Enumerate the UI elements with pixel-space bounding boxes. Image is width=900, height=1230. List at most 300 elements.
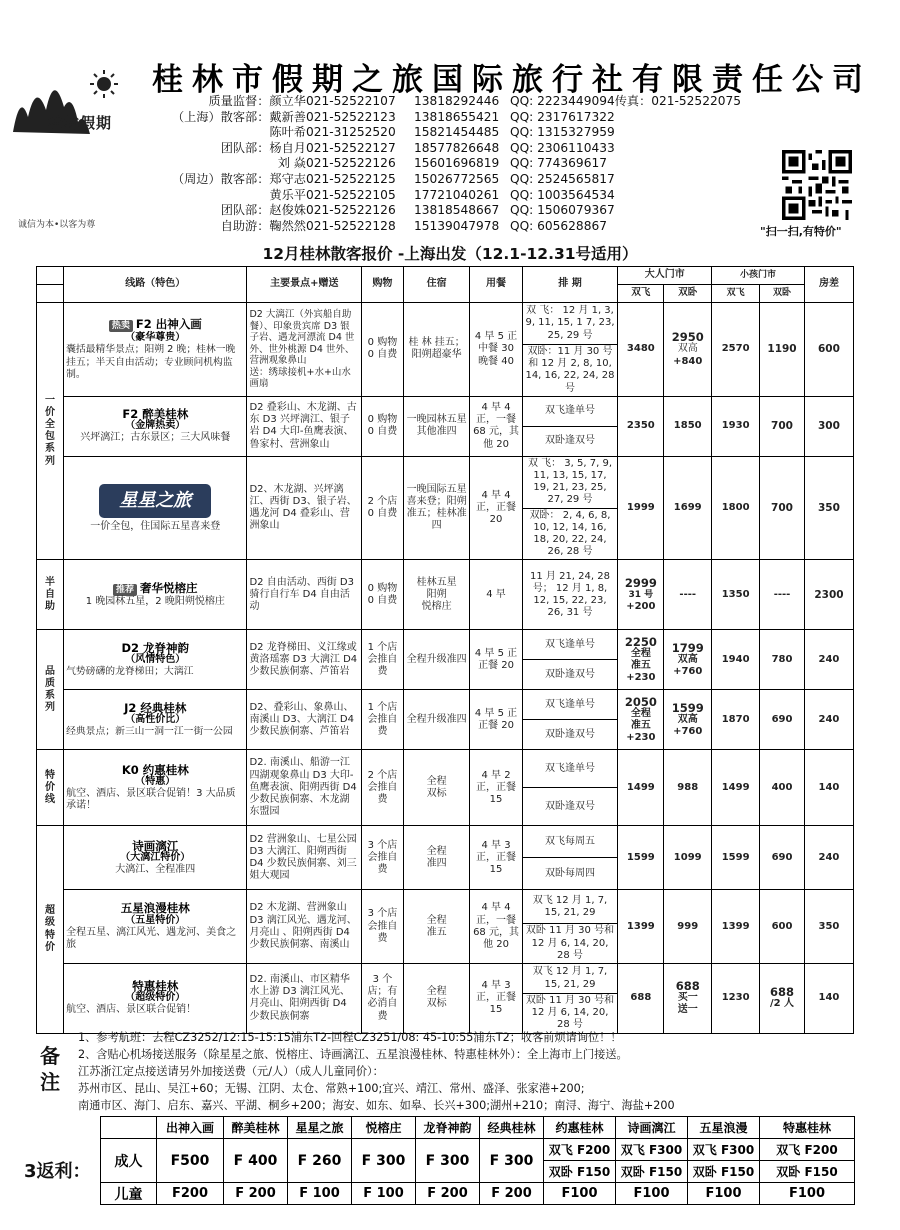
rebate-label: 3返利： (24, 1161, 91, 1182)
rebate-value: 双卧 F150 (760, 1161, 855, 1183)
contact-row (150, 110, 790, 126)
category-semi-self: 半 自 助 (37, 560, 64, 630)
adult-sleeper-price: ---- (664, 560, 712, 630)
adult-sleeper-price (664, 964, 712, 1034)
route-description: 大漓江、全程准四 (115, 864, 196, 876)
col-schedule: 排 期 (522, 267, 618, 303)
room-diff-price: 600 (804, 303, 853, 397)
rebate-value: 双卧 F150 (544, 1161, 616, 1183)
room-diff-price: 300 (804, 396, 853, 456)
contact-phone: 021-52522105 (306, 187, 396, 202)
hot-badge: 热卖 (109, 320, 133, 332)
adult-fly-price: 1399 (618, 890, 664, 964)
contact-mobile: 18577826648 (414, 140, 500, 155)
child-fly-price: 1870 (712, 690, 760, 750)
child-sleeper-price: 690 (760, 826, 805, 890)
schedule-cell: 双卧逢双号 (522, 426, 618, 456)
route-cell[interactable] (64, 964, 247, 1034)
room-diff-price: 2300 (804, 560, 853, 630)
table-header (37, 267, 854, 285)
stay-cell: 全程 双标 (403, 750, 470, 826)
route-subtitle: （金牌热卖） (125, 420, 186, 432)
contact-row (150, 141, 790, 157)
route-name: 奢华悦榕庄 (140, 580, 198, 595)
contact-qq: QQ: 1506079367 (510, 203, 615, 218)
adult-sleeper-price: 1099 (664, 826, 712, 890)
rebate-header: 特惠桂林 (760, 1117, 855, 1139)
contact-qq: QQ: 605628867 (510, 218, 607, 233)
route-name: J2 经典桂林 (124, 700, 187, 715)
schedule-cell: 双飞逢单号 (522, 690, 618, 720)
gift-text: 送：绣球接机+水+山水画扇 (249, 366, 351, 389)
route-subtitle: （特惠） (135, 775, 176, 787)
contact-phone: 021-52522126 (306, 156, 396, 171)
child-sleeper-price: 690 (760, 690, 805, 750)
col-sights: 主要景点+赠送 (247, 267, 362, 303)
rebate-table (100, 1116, 855, 1205)
schedule-cell: 双飞每周五 (522, 826, 618, 858)
stay-cell: 全程 准四 (403, 826, 470, 890)
slogan: 诚信为本•以客为尊 (18, 220, 96, 230)
price-extra: +200 (626, 601, 656, 613)
meal-cell: 4 早 5 正中餐 30 晚餐 40 (470, 303, 522, 397)
sights-cell: D2 木龙湖、营洲象山 D3 漓江风光、遇龙河、月亮山 、阳朔西街 D4 少数民族侗寨、南溪山 (247, 890, 362, 964)
shop-cell: 1 个店 会推自费 (362, 630, 404, 690)
category-quality: 品 质 系 列 (37, 630, 64, 750)
adult-fly-price (618, 630, 664, 690)
rebate-header: 诗画漓江 (616, 1117, 688, 1139)
adult-sleeper-price: 1850 (664, 396, 712, 456)
adult-fly-price: 1999 (618, 456, 664, 560)
rebate-adult-label: 成人 (101, 1139, 157, 1183)
stay-cell: 全程 双标 (403, 964, 470, 1034)
child-fly-price: 1399 (712, 890, 760, 964)
stay-cell: 一晚国际五星喜来登；阳朔准五；桂林准四 (403, 456, 470, 560)
adult-sleeper-price (664, 630, 712, 690)
price-note: 31 号 (628, 589, 654, 600)
contact-list (150, 94, 790, 234)
route-cell[interactable] (64, 396, 247, 456)
price-extra: +840 (673, 355, 703, 367)
contact-qq: QQ: 2524565817 (510, 171, 615, 186)
room-diff-price: 140 (804, 964, 853, 1034)
meal-cell: 4 早 3 正，正餐 15 (470, 826, 522, 890)
col-meal: 用餐 (470, 267, 522, 303)
route-cell[interactable] (64, 560, 247, 630)
price-note: 双高 (677, 713, 698, 725)
child-fly-price: 1940 (712, 630, 760, 690)
contact-mobile: 15139047978 (414, 218, 500, 233)
col-child-sleeper: 双卧 (760, 285, 805, 303)
col-child-price: 小孩门市 (712, 267, 805, 285)
contact-phone: 021-52522128 (306, 218, 396, 233)
shop-cell: 3 个店；有必消自费 (362, 964, 404, 1034)
note-line: 2、含贴心机场接送服务（除星星之旅、悦榕庄、诗画漓江、五星浪漫桂林、特惠桂林外）：全上海市上门接送。 (78, 1048, 628, 1061)
adult-fly-price: 688 (618, 964, 664, 1034)
price-extra: +230 (626, 732, 656, 744)
table-row (37, 964, 854, 994)
rebate-value: 双飞 F300 (688, 1139, 760, 1161)
contact-qq: QQ: 1315327959 (510, 125, 615, 140)
contact-row (150, 94, 790, 110)
rebate-value: 双飞 F200 (760, 1139, 855, 1161)
contact-row (150, 172, 790, 188)
child-sleeper-price: 400 (760, 750, 805, 826)
contact-name: （周边）散客部：郑守志 (171, 171, 306, 186)
child-sleeper-price: ---- (760, 560, 805, 630)
route-description: 一价全包，住国际五星喜来登 (90, 520, 221, 532)
route-description: 1 晚园林五星，2 晚阳朔悦榕庄 (85, 595, 225, 607)
rebate-value: F 200 (224, 1183, 288, 1205)
qr-code-icon[interactable] (782, 150, 852, 220)
contact-row (150, 219, 790, 235)
rebate-value: F 400 (224, 1139, 288, 1183)
rebate-value: F100 (688, 1183, 760, 1205)
schedule-cell: 双卧 11 月 30 号和 12 月 6, 14, 20, 28 号 (522, 924, 618, 964)
contact-name: 陈叶希 (269, 125, 306, 140)
recommend-badge: 推荐 (113, 584, 137, 596)
adult-fly-price: 3480 (618, 303, 664, 397)
schedule-cell: 双飞逢单号 (522, 396, 618, 426)
table-row (37, 750, 854, 788)
contact-name: 刘 焱 (277, 156, 306, 171)
contact-phone: 021-52522126 (306, 203, 396, 218)
child-fly-price: 1930 (712, 396, 760, 456)
schedule-cell: 双卧： 2, 4, 6, 8, 10, 12, 14, 16, 18, 20, 22, 24, 26, 28 号 (522, 508, 618, 560)
table-row (37, 826, 854, 858)
price-value: 2250 (624, 634, 657, 649)
shop-cell: 0 购物 0 自费 (362, 396, 404, 456)
sights-text: D2 大漓江（外宾船自助餐）、印象贵宾席 D3 银子岩、遇龙河漂流 D4 世外、世外桃源 D4 世外、营洲观象鼻山 (249, 309, 355, 367)
adult-fly-price (618, 560, 664, 630)
notes-lines (78, 1029, 675, 1114)
col-adult-price: 大人门市 (618, 267, 712, 285)
route-subtitle: （五星特价） (125, 914, 186, 926)
child-sleeper-price (760, 964, 805, 1034)
contact-phone: 021-52522127 (306, 140, 396, 155)
rebate-value: F500 (157, 1139, 224, 1183)
route-name: 诗画漓江 (132, 838, 179, 853)
shop-cell: 3 个店 会推自费 (362, 826, 404, 890)
rebate-header: 龙脊神韵 (416, 1117, 480, 1139)
contact-mobile: 13818548667 (414, 203, 500, 218)
route-name: D2 龙脊神韵 (121, 640, 190, 655)
route-cell[interactable] (64, 456, 247, 560)
schedule-cell: 双 飞： 3, 5, 7, 9, 11, 13, 15, 17, 19, 21, 23, 25, 27, 29 号 (522, 456, 618, 508)
stay-cell: 桂林五星 阳朔 悦榕庄 (403, 560, 470, 630)
child-fly-price: 1800 (712, 456, 760, 560)
col-room-diff: 房差 (804, 267, 853, 303)
shop-cell: 0 购物 0 自费 (362, 303, 404, 397)
route-cell[interactable] (64, 303, 247, 397)
price-note: 准五 (630, 659, 651, 671)
rebate-value: F 200 (416, 1183, 480, 1205)
route-name: F2 醉美桂林 (122, 407, 189, 421)
col-child-fly: 双飞 (712, 285, 760, 303)
child-sleeper-price: 780 (760, 630, 805, 690)
contact-mobile: 15601696819 (414, 156, 500, 171)
child-fly-price: 1350 (712, 560, 760, 630)
meal-cell: 4 早 5 正正餐 20 (470, 690, 522, 750)
route-description: 航空、酒店、景区联合促销！ (66, 1004, 197, 1016)
shop-cell: 3 个店 会推自费 (362, 890, 404, 964)
sights-cell: D2 营洲象山、七星公园 D3 大漓江、阳朔西街 D4 少数民族侗寨、刘三姐大观园 (247, 826, 362, 890)
child-fly-price: 1499 (712, 750, 760, 826)
contact-phone: 021-52522123 (306, 109, 396, 124)
route-cell[interactable] (64, 750, 247, 826)
contact-name: 质量监督：颜立华 (208, 94, 306, 108)
price-note: 双高 (677, 653, 698, 665)
child-sleeper-price: 700 (760, 396, 805, 456)
shop-cell: 2 个店 会推自费 (362, 750, 404, 826)
schedule-cell: 双卧逢双号 (522, 788, 618, 826)
adult-sleeper-price: 1699 (664, 456, 712, 560)
rebate-header-row (101, 1117, 855, 1139)
schedule-cell: 双卧逢双号 (522, 720, 618, 750)
price-note: /2 人 (769, 998, 795, 1010)
col-adult-sleeper: 双卧 (664, 285, 712, 303)
price-value: 1799 (671, 640, 704, 655)
schedule-cell: 双卧：11 月 30 号和 12 月 2, 8, 10, 14, 16, 22, 24, 28 号 (522, 345, 618, 397)
col-shop: 购物 (362, 267, 404, 303)
note-line: 江苏浙江定点接送请另外加接送费（元/人）（成人儿童同价）： (78, 1065, 384, 1078)
col-adult-fly: 双飞 (618, 285, 664, 303)
rebate-value: F 300 (480, 1139, 544, 1183)
price-value: 2050 (624, 694, 657, 709)
sights-cell: D2 龙脊梯田、义江缘或黄洛瑶寨 D3 大漓江 D4 少数民族侗寨、芦笛岩 (247, 630, 362, 690)
qr-caption: "扫一扫,有特价" (760, 225, 842, 238)
room-diff-price: 240 (804, 690, 853, 750)
rebate-header: 五星浪漫 (688, 1117, 760, 1139)
contact-name: （上海）散客部：戴新善 (171, 109, 306, 124)
route-cell[interactable] (64, 890, 247, 964)
rebate-header: 悦榕庄 (352, 1117, 416, 1139)
shop-cell: 1 个店 会推自费 (362, 690, 404, 750)
route-subtitle: （大漓江特价） (120, 851, 191, 863)
room-diff-price: 350 (804, 456, 853, 560)
meal-cell: 4 早 4 正，一餐 68 元，其他 20 (470, 890, 522, 964)
price-table (36, 266, 854, 1034)
contact-qq: QQ: 1003564534 (510, 187, 615, 202)
rebate-value: F 260 (288, 1139, 352, 1183)
adult-sleeper-price: 999 (664, 890, 712, 964)
route-cell[interactable] (64, 826, 247, 890)
rebate-value: 双卧 F150 (688, 1161, 760, 1183)
note-line: 南通市区、海门、启东、嘉兴、平湖、桐乡+200；海安、如东、如皋、长兴+300;湖州+210；南浔、海宁、海盐+200 (78, 1099, 675, 1112)
meal-cell: 4 早 5 正正餐 20 (470, 630, 522, 690)
rebate-value: F100 (616, 1183, 688, 1205)
route-name: F2 出神入画 (135, 316, 202, 331)
route-cell[interactable] (64, 630, 247, 690)
rebate-header: 出神入画 (157, 1117, 224, 1139)
contact-name: 黄乐平 (269, 187, 306, 202)
price-note: 买一 (677, 992, 698, 1004)
rebate-child-row (101, 1183, 855, 1205)
stay-cell: 全程 准五 (403, 890, 470, 964)
contact-name: 团队部：杨自月 (220, 140, 306, 155)
rebate-child-label: 儿童 (101, 1183, 157, 1205)
rebate-value: F200 (157, 1183, 224, 1205)
company-name: 桂林市假期之旅国际旅行社有限责任公司 (152, 62, 872, 98)
route-description: 兴坪漓江；古东景区；三大风味餐 (80, 432, 231, 444)
sights-cell (247, 303, 362, 397)
contact-row (150, 203, 790, 219)
meal-cell: 4 早 4 正，一餐 68 元，其他 20 (470, 396, 522, 456)
route-name: 特惠桂林 (132, 979, 179, 994)
sights-cell: D2 自由活动、西街 D3 骑行自行车 D4 自由活动 (247, 560, 362, 630)
schedule-cell: 双飞逢单号 (522, 750, 618, 788)
room-diff-price: 240 (804, 826, 853, 890)
stay-cell: 一晚园林五星 其他准四 (403, 396, 470, 456)
route-description: 经典景点；新三山一洞一江一街一公园 (66, 726, 233, 738)
sights-cell: D2. 南溪山、船游一江四湖观象鼻山 D3 大印-鱼鹰表演、阳朔西街 D4 少数民族侗寨、木龙湖东盟园 (247, 750, 362, 826)
contact-name: 自助游：鞠然然 (220, 218, 306, 233)
price-value: 2999 (624, 575, 657, 590)
price-value: 1599 (671, 700, 704, 715)
table-row (37, 690, 854, 720)
route-name: 五星浪漫桂林 (120, 901, 190, 916)
meal-cell: 4 早 4 正，正餐 20 (470, 456, 522, 560)
rebate-header: 星星之旅 (288, 1117, 352, 1139)
shop-cell: 0 购物 0 自费 (362, 560, 404, 630)
sights-cell: D2 叠彩山、木龙湖、古东 D3 兴坪漓江、银子岩 D4 大印-鱼鹰表演、鲁家村、营洲象山 (247, 396, 362, 456)
company-logo (8, 62, 148, 230)
category-all-inclusive: 一 价 全 包 系 列 (37, 303, 64, 560)
room-diff-price: 350 (804, 890, 853, 964)
adult-sleeper-price (664, 303, 712, 397)
contact-qq: QQ: 2317617322 (510, 109, 615, 124)
col-route: 线路（特色） (64, 267, 247, 303)
table-row (37, 890, 854, 924)
route-subtitle: （超级特价） (125, 992, 186, 1004)
contact-qq: QQ: 2306110433 (510, 140, 615, 155)
table-row (37, 396, 854, 426)
category-special: 特 价 线 (37, 750, 64, 826)
contact-qq: QQ: 2223449094传真：021-52522075 (510, 94, 741, 108)
route-description: 全程五星、漓江风光、遇龙河、美食之旅 (66, 926, 237, 950)
adult-sleeper-price: 988 (664, 750, 712, 826)
price-note: 全程 (630, 707, 651, 719)
route-cell[interactable] (64, 690, 247, 750)
adult-fly-price: 1499 (618, 750, 664, 826)
contact-mobile: 13818292446 (414, 94, 500, 108)
adult-fly-price (618, 690, 664, 750)
price-note: 全程 (630, 647, 651, 659)
price-note: 准五 (630, 719, 651, 731)
schedule-cell: 双卧逢双号 (522, 660, 618, 690)
logo-text: 桂林假期 (48, 114, 113, 132)
schedule-cell: 双飞 12 月 1, 7, 15, 21, 29 (522, 890, 618, 924)
contact-phone: 021-52522125 (306, 171, 396, 186)
schedule-cell: 双飞 12 月 1, 7, 15, 21, 29 (522, 964, 618, 994)
contact-row (150, 156, 790, 172)
contact-phone: 021-31252520 (306, 125, 396, 140)
rebate-value: 双卧 F150 (616, 1161, 688, 1183)
page-title: 12月桂林散客报价 -上海出发（12.1-12.31号适用） (262, 245, 638, 263)
schedule-cell: 11 月 21, 24, 28 号； 12 月 1, 8, 12, 15, 22, 23, 26, 31 号 (522, 560, 618, 630)
adult-fly-price: 1599 (618, 826, 664, 890)
child-fly-price: 1599 (712, 826, 760, 890)
price-value: 688 (770, 985, 795, 1000)
category-super-special: 超 级 特 价 (37, 826, 64, 1033)
price-extra: +230 (626, 672, 656, 684)
meal-cell: 4 早 (470, 560, 522, 630)
contact-phone: 021-52522107 (306, 94, 396, 108)
price-extra: +760 (673, 666, 703, 678)
rebate-value: F100 (544, 1183, 616, 1205)
header (0, 0, 900, 238)
route-description: 航空、酒店、景区联合促销！3 大品质承诺！ (66, 787, 236, 812)
route-subtitle: （高性价比） (125, 713, 186, 725)
rebate-header: 醉美桂林 (224, 1117, 288, 1139)
rebate-header: 约惠桂林 (544, 1117, 616, 1139)
table-row (37, 303, 854, 345)
adult-sleeper-price (664, 690, 712, 750)
sights-cell: D2. 南溪山、市区精华水上游 D3 漓江风光、月亮山、阳朔西街 D4 少数民族侗寨 (247, 964, 362, 1034)
room-diff-price: 240 (804, 630, 853, 690)
rebate-value: F 300 (416, 1139, 480, 1183)
price-note: 双高 (677, 343, 698, 355)
route-subtitle: （风情特色） (125, 653, 186, 665)
rebate-value: F100 (760, 1183, 855, 1205)
note-line: 1、参考航班：去程CZ3252/12:15-15:15浦东T2-回程CZ3251/08: 45-10:55浦东T2；收客前烦请询位！！ (78, 1031, 622, 1044)
stay-cell: 桂 林 挂五；阳朔超豪华 (403, 303, 470, 397)
stay-cell: 全程升级准四 (403, 690, 470, 750)
stay-cell: 全程升级准四 (403, 630, 470, 690)
route-description: 气势磅礴的龙脊梯田；大漓江 (66, 666, 194, 678)
price-value: 2950 (671, 330, 704, 345)
contact-qq: QQ: 774369617 (510, 156, 607, 171)
contact-row (150, 188, 790, 204)
schedule-cell: 双卧 11 月 30 号和 12 月 6, 14, 20, 28 号 (522, 994, 618, 1034)
schedule-cell: 双卧每周四 (522, 858, 618, 890)
child-sleeper-price: 1190 (760, 303, 805, 397)
notes-label: 备 注 (40, 1044, 60, 1094)
route-name: K0 约惠桂林 (121, 762, 189, 777)
rebate-value: 双飞 F200 (544, 1139, 616, 1161)
rebate-adult-row (101, 1139, 855, 1161)
price-extra: +760 (673, 726, 703, 738)
star-trip-logo: 星星之旅 (99, 484, 211, 518)
meal-cell: 4 早 2 正，正餐 15 (470, 750, 522, 826)
table-row (37, 456, 854, 508)
rebate-value: 双飞 F300 (616, 1139, 688, 1161)
sights-cell: D2、木龙湖、兴坪漓江、西街 D3、银子岩、遇龙河 D4 叠彩山、营洲象山 (247, 456, 362, 560)
route-subtitle: （豪华尊贵） (125, 332, 186, 344)
shop-cell: 2 个店 0 自费 (362, 456, 404, 560)
child-sleeper-price: 600 (760, 890, 805, 964)
note-line: 苏州市区、昆山、吴江+60；无锡、江阴、太仓、常熟+100;宜兴、靖江、常州、盛泽、张家港+200; (78, 1082, 585, 1095)
sights-cell: D2、叠彩山、象鼻山、南溪山 D3、大漓江 D4 少数民族侗寨、芦笛岩 (247, 690, 362, 750)
table-row (37, 630, 854, 660)
rebate-value: F 100 (352, 1183, 416, 1205)
contact-mobile: 17721040261 (414, 187, 500, 202)
price-value: 688 (675, 979, 700, 994)
rebate-header: 经典桂林 (480, 1117, 544, 1139)
table-row (37, 560, 854, 630)
schedule-cell: 双飞逢单号 (522, 630, 618, 660)
contact-row (150, 125, 790, 141)
rebate-value: F 300 (352, 1139, 416, 1183)
rebate-value: F 100 (288, 1183, 352, 1205)
child-fly-price: 1230 (712, 964, 760, 1034)
contact-mobile: 15026772565 (414, 171, 500, 186)
rebate-value: F 200 (480, 1183, 544, 1205)
route-description: 囊括最精华景点；阳朔 2 晚；桂林一晚挂五；半天自由活动；专业顾问机构监制。 (66, 344, 236, 380)
room-diff-price: 140 (804, 750, 853, 826)
child-sleeper-price: 700 (760, 456, 805, 560)
contact-mobile: 15821454485 (414, 125, 500, 140)
